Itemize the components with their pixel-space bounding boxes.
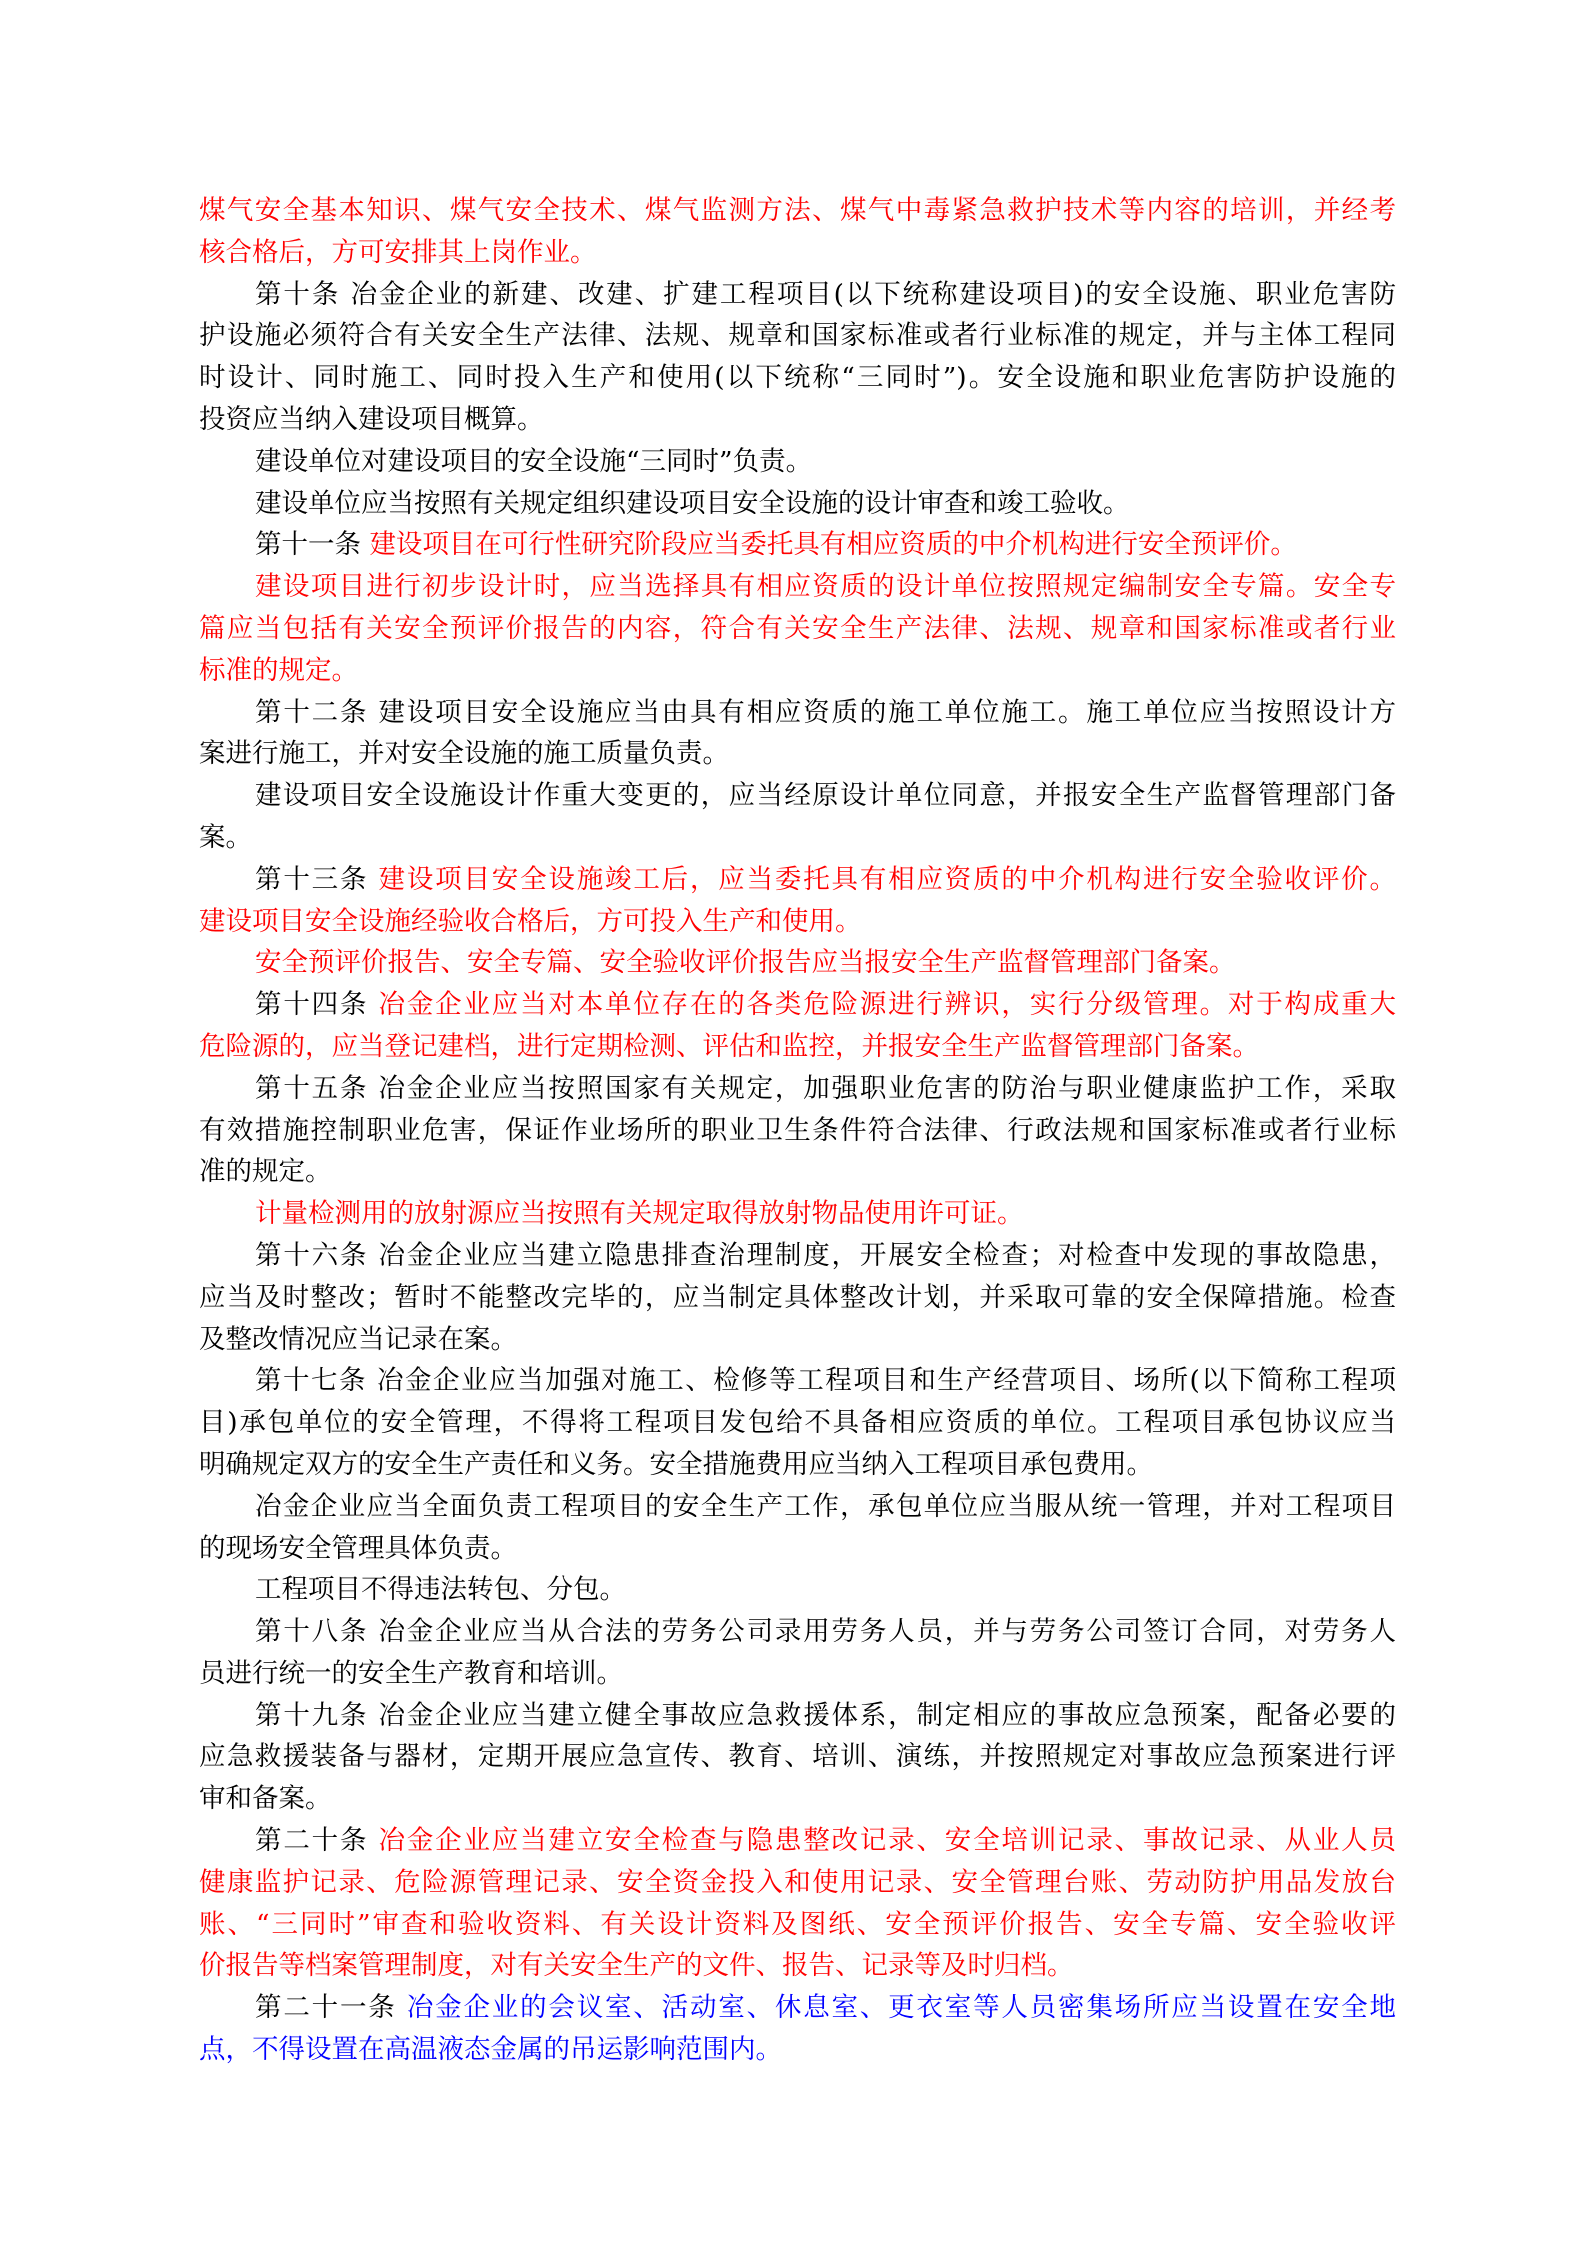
red-text-segment: 建设项目在可行性研究阶段应当委托具有相应资质的中介机构进行安全预评价。 bbox=[369, 529, 1297, 561]
black-text-segment: 案。 bbox=[199, 821, 252, 853]
black-text-segment: 冶金企业应当全面负责工程项目的安全生产工作，承包单位应当服从统一管理，并对工程项目 bbox=[255, 1490, 1396, 1522]
black-text-segment: 建设项目安全设施设计作重大变更的，应当经原设计单位同意，并报安全生产监督管理部门备 bbox=[255, 780, 1396, 812]
red-text-segment: 建设项目安全设施经验收合格后，方可投入生产和使用。 bbox=[199, 905, 862, 937]
red-text-segment: 标准的规定。 bbox=[199, 654, 358, 686]
text-line bbox=[199, 733, 1396, 775]
text-line bbox=[199, 1277, 1396, 1319]
text-line bbox=[199, 1862, 1396, 1904]
paragraph bbox=[199, 1193, 1396, 1235]
text-line bbox=[199, 1569, 1396, 1611]
text-line bbox=[199, 608, 1396, 650]
continued-paragraph bbox=[199, 190, 1396, 274]
paragraph bbox=[199, 1820, 1396, 1987]
black-text-segment: 员进行统一的安全生产教育和培训。 bbox=[199, 1657, 623, 1689]
black-text-segment: 投资应当纳入建设项目概算。 bbox=[199, 403, 544, 435]
black-text-segment: 第十六条 冶金企业应当建立隐患排查治理制度，开展安全检查；对检查中发现的事故隐患， bbox=[255, 1239, 1396, 1271]
text-line bbox=[199, 1110, 1396, 1152]
text-line bbox=[199, 357, 1396, 399]
document-page bbox=[199, 190, 1396, 2071]
text-line bbox=[199, 1444, 1396, 1486]
black-text-segment: 工程项目不得违法转包、分包。 bbox=[255, 1574, 626, 1606]
black-text-segment: 建设单位对建设项目的安全设施“三同时”负责。 bbox=[255, 445, 813, 477]
text-line bbox=[199, 524, 1396, 566]
paragraph bbox=[199, 274, 1396, 441]
paragraph bbox=[199, 524, 1396, 566]
paragraph bbox=[199, 775, 1396, 859]
paragraph bbox=[199, 483, 1396, 525]
text-line bbox=[199, 1820, 1396, 1862]
text-line bbox=[199, 1068, 1396, 1110]
black-text-segment: 有效措施控制职业危害，保证作业场所的职业卫生条件符合法律、行政法规和国家标准或者行业标 bbox=[199, 1114, 1396, 1146]
paragraph bbox=[199, 1611, 1396, 1695]
black-text-segment: 应当及时整改；暂时不能整改完毕的，应当制定具体整改计划，并采取可靠的安全保障措施。检查 bbox=[199, 1281, 1396, 1313]
black-text-segment: 第十条 冶金企业的新建、改建、扩建工程项目(以下统称建设项目)的安全设施、职业危害防 bbox=[255, 278, 1396, 310]
text-line bbox=[199, 984, 1396, 1026]
blue-text-segment: 冶金企业的会议室、活动室、休息室、更衣室等人员密集场所应当设置在安全地 bbox=[406, 1992, 1396, 2024]
black-text-segment: 时设计、同时施工、同时投入生产和使用(以下统称“三同时”)。安全设施和职业危害防护设施的 bbox=[199, 362, 1396, 394]
text-line bbox=[199, 232, 1396, 274]
paragraph bbox=[199, 1068, 1396, 1193]
text-line bbox=[199, 901, 1396, 943]
text-line bbox=[199, 1653, 1396, 1695]
black-text-segment: 案进行施工，并对安全设施的施工质量负责。 bbox=[199, 738, 729, 770]
text-line bbox=[199, 650, 1396, 692]
paragraph bbox=[199, 566, 1396, 691]
red-text-segment: 冶金企业应当建立安全检查与隐患整改记录、安全培训记录、事故记录、从业人员 bbox=[378, 1825, 1396, 1857]
text-line bbox=[199, 775, 1396, 817]
red-text-segment: 健康监护记录、危险源管理记录、安全资金投入和使用记录、安全管理台账、劳动防护用品发放台 bbox=[199, 1866, 1396, 1898]
paragraph bbox=[199, 692, 1396, 776]
text-line bbox=[199, 1778, 1396, 1820]
black-text-segment: 第二十条 bbox=[255, 1825, 379, 1857]
paragraph bbox=[199, 1486, 1396, 1570]
black-text-segment: 第十五条 冶金企业应当按照国家有关规定，加强职业危害的防治与职业健康监护工作，采取 bbox=[255, 1072, 1396, 1104]
text-line bbox=[199, 859, 1396, 901]
black-text-segment: 及整改情况应当记录在案。 bbox=[199, 1323, 517, 1355]
red-text-segment: 计量检测用的放射源应当按照有关规定取得放射物品使用许可证。 bbox=[255, 1198, 1024, 1230]
paragraph bbox=[199, 1569, 1396, 1611]
red-text-segment: 账、“三同时”审查和验收资料、有关设计资料及图纸、安全预评价报告、安全专篇、安全验收评 bbox=[199, 1908, 1396, 1940]
red-text-segment: 危险源的，应当登记建档，进行定期检测、评估和监控，并报安全生产监督管理部门备案。 bbox=[199, 1030, 1259, 1062]
text-line bbox=[199, 1904, 1396, 1946]
black-text-segment: 建设单位应当按照有关规定组织建设项目安全设施的设计审查和竣工验收。 bbox=[255, 487, 1130, 519]
text-line bbox=[199, 315, 1396, 357]
black-text-segment: 目)承包单位的安全管理，不得将工程项目发包给不具备相应资质的单位。工程项目承包协议应当 bbox=[199, 1407, 1396, 1439]
paragraph bbox=[199, 1695, 1396, 1820]
black-text-segment: 第二十一条 bbox=[255, 1992, 407, 2024]
red-text-segment: 建设项目安全设施竣工后，应当委托具有相应资质的中介机构进行安全验收评价。 bbox=[378, 863, 1396, 895]
black-text-segment: 第十七条 冶金企业应当加强对施工、检修等工程项目和生产经营项目、场所(以下简称工程项 bbox=[255, 1365, 1396, 1397]
black-text-segment: 第十八条 冶金企业应当从合法的劳务公司录用劳务人员，并与劳务公司签订合同，对劳务人 bbox=[255, 1616, 1396, 1648]
text-line bbox=[199, 274, 1396, 316]
text-line bbox=[199, 942, 1396, 984]
black-text-segment: 第十二条 建设项目安全设施应当由具有相应资质的施工单位施工。施工单位应当按照设计方 bbox=[255, 696, 1396, 728]
text-line bbox=[199, 1987, 1396, 2029]
paragraph bbox=[199, 1360, 1396, 1485]
black-text-segment: 第十九条 冶金企业应当建立健全事故应急救援体系，制定相应的事故应急预案，配备必要的 bbox=[255, 1699, 1396, 1731]
text-line bbox=[199, 817, 1396, 859]
text-line bbox=[199, 1611, 1396, 1653]
paragraph bbox=[199, 1235, 1396, 1360]
blue-text-segment: 点，不得设置在高温液态金属的吊运影响范围内。 bbox=[199, 2034, 782, 2066]
text-line bbox=[199, 190, 1396, 232]
red-text-segment: 价报告等档案管理制度，对有关安全生产的文件、报告、记录等及时归档。 bbox=[199, 1950, 1074, 1982]
red-text-segment: 煤气安全基本知识、煤气安全技术、煤气监测方法、煤气中毒紧急救护技术等内容的培训，并经考 bbox=[199, 195, 1396, 226]
red-text-segment: 冶金企业应当对本单位存在的各类危险源进行辨识，实行分级管理。对于构成重大 bbox=[378, 989, 1396, 1021]
paragraph bbox=[199, 1987, 1396, 2071]
text-line bbox=[199, 1695, 1396, 1737]
text-line bbox=[199, 483, 1396, 525]
text-line bbox=[199, 1151, 1396, 1193]
text-line bbox=[199, 2029, 1396, 2071]
paragraph bbox=[199, 984, 1396, 1068]
paragraph bbox=[199, 859, 1396, 943]
text-line bbox=[199, 1235, 1396, 1277]
paragraph bbox=[199, 942, 1396, 984]
text-line bbox=[199, 1528, 1396, 1570]
text-line bbox=[199, 1360, 1396, 1402]
black-text-segment: 护设施必须符合有关安全生产法律、法规、规章和国家标准或者行业标准的规定，并与主体工程同 bbox=[199, 320, 1396, 352]
black-text-segment: 审和备案。 bbox=[199, 1783, 332, 1815]
text-line bbox=[199, 1736, 1396, 1778]
black-text-segment: 第十四条 bbox=[255, 989, 379, 1021]
black-text-segment: 准的规定。 bbox=[199, 1156, 332, 1188]
text-line bbox=[199, 1402, 1396, 1444]
text-line bbox=[199, 692, 1396, 734]
black-text-segment: 第十三条 bbox=[255, 863, 379, 895]
text-line bbox=[199, 1193, 1396, 1235]
text-line bbox=[199, 1945, 1396, 1987]
black-text-segment: 第十一条 bbox=[255, 529, 370, 561]
text-line bbox=[199, 441, 1396, 483]
text-line bbox=[199, 1026, 1396, 1068]
red-text-segment: 建设项目进行初步设计时，应当选择具有相应资质的设计单位按照规定编制安全专篇。安全专 bbox=[255, 571, 1396, 603]
red-text-segment: 核合格后，方可安排其上岗作业。 bbox=[199, 236, 597, 268]
black-text-segment: 明确规定双方的安全生产责任和义务。安全措施费用应当纳入工程项目承包费用。 bbox=[199, 1448, 1153, 1480]
text-line bbox=[199, 399, 1396, 441]
text-line bbox=[199, 1319, 1396, 1361]
black-text-segment: 的现场安全管理具体负责。 bbox=[199, 1532, 517, 1564]
paragraph bbox=[199, 441, 1396, 483]
red-text-segment: 篇应当包括有关安全预评价报告的内容，符合有关安全生产法律、法规、规章和国家标准或者行业 bbox=[199, 612, 1396, 644]
red-text-segment: 安全预评价报告、安全专篇、安全验收评价报告应当报安全生产监督管理部门备案。 bbox=[255, 947, 1236, 979]
black-text-segment: 应急救援装备与器材，定期开展应急宣传、教育、培训、演练，并按照规定对事故应急预案进行评 bbox=[199, 1741, 1396, 1773]
text-line bbox=[199, 1486, 1396, 1528]
text-line bbox=[199, 566, 1396, 608]
